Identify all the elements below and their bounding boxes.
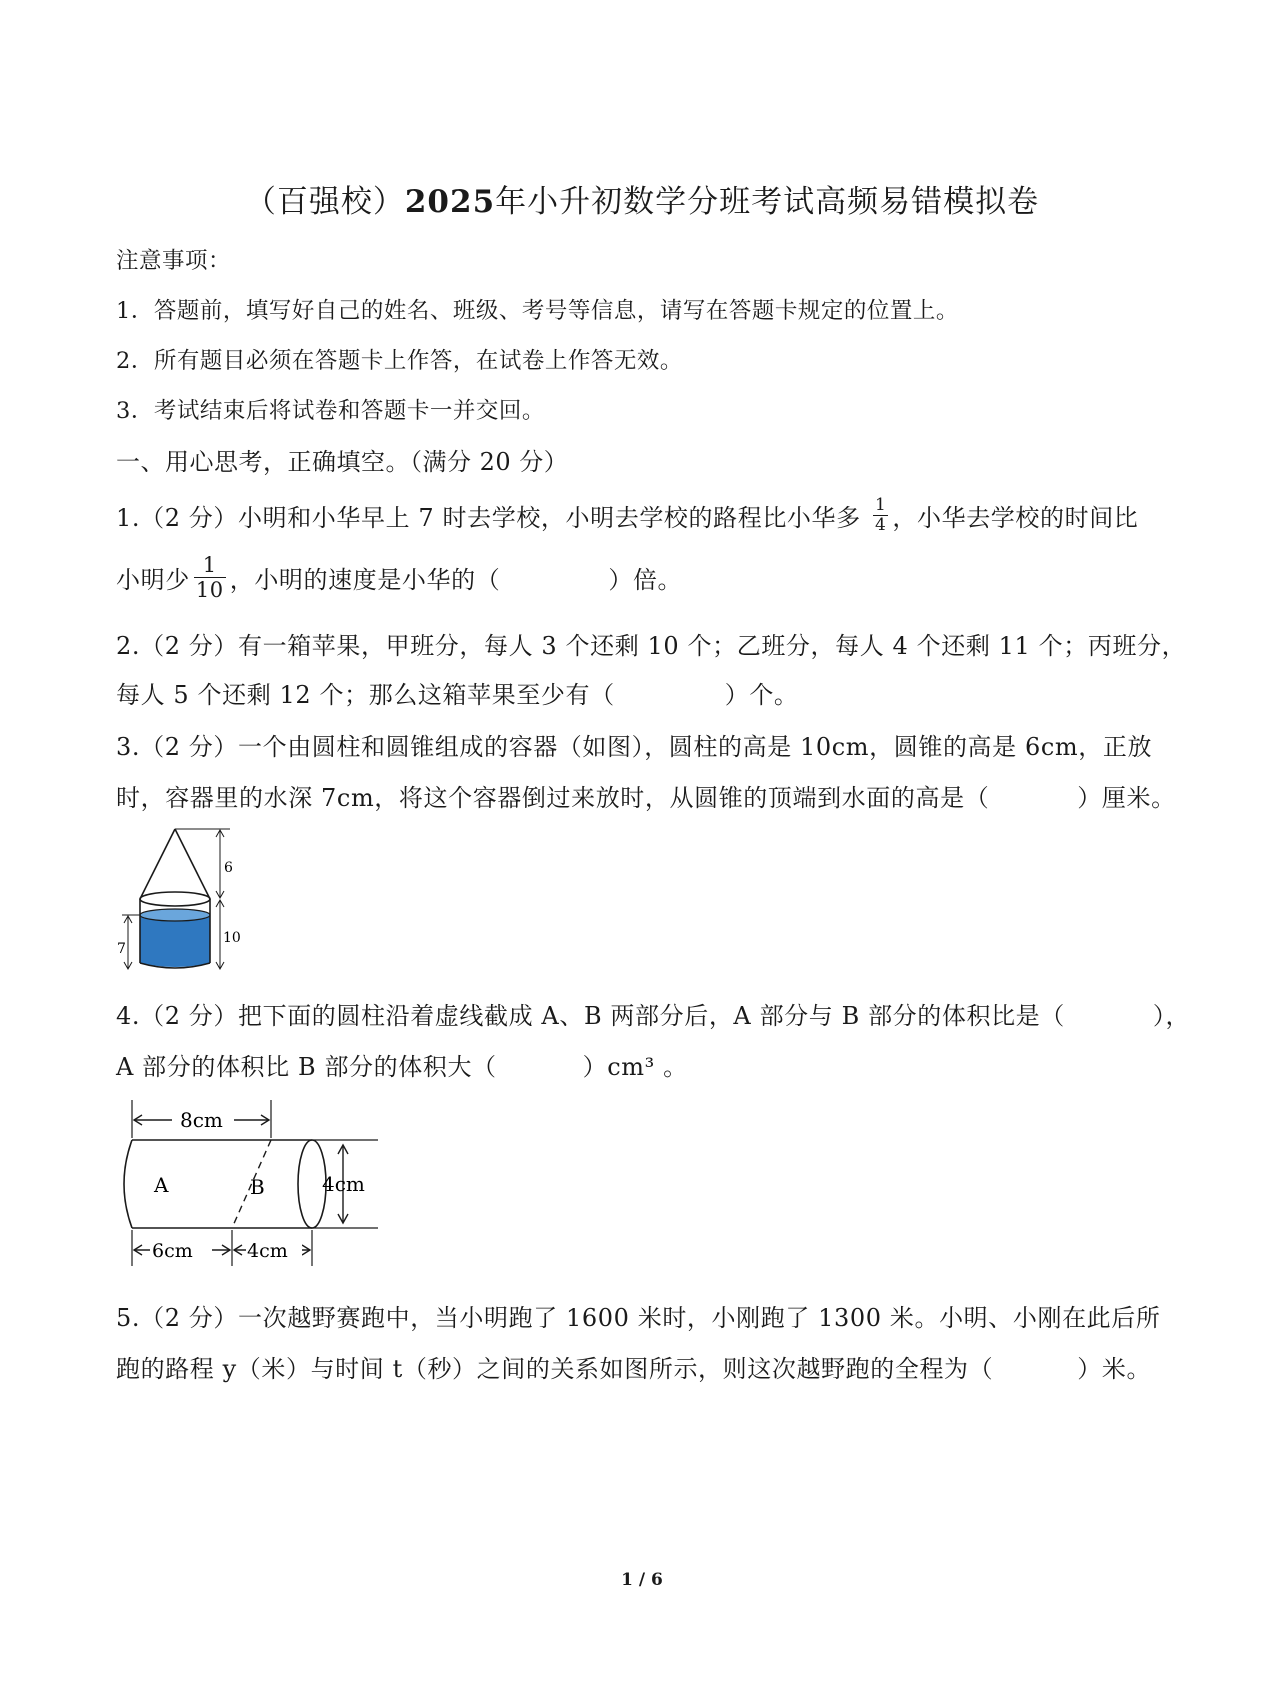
question-1-line-2 [116, 553, 683, 606]
question-5-line-2 [116, 1349, 1151, 1384]
q1-fraction-2 [194, 553, 226, 602]
q1-frac1-num: 1 [874, 495, 887, 515]
q4-text-b: ）， [1152, 1002, 1191, 1030]
cylinder-height-label: 10 [223, 930, 241, 946]
cylinder-left-end [124, 1140, 132, 1228]
water-fill [140, 915, 210, 967]
bottom-left-label: 6cm [152, 1240, 193, 1262]
top-dim-label: 8cm [180, 1108, 223, 1132]
question-1-line-1 [116, 495, 1139, 539]
cylinder-top-rim [140, 892, 210, 906]
question-2-line-1: 2.（2 分）有一箱苹果，甲班分，每人 3 个还剩 10 个；乙班分，每人 4 个还剩 11 个；丙班分， [116, 632, 1187, 660]
q1-text-b: ，小华去学校的时间比 [892, 504, 1139, 532]
q1-text-e: ）倍。 [608, 566, 683, 594]
bottom-right-label: 4cm [247, 1240, 288, 1262]
q1-frac1-den: 4 [874, 515, 887, 535]
title-prefix: （百强校） [244, 184, 405, 220]
page-number: 1 / 6 [621, 1570, 663, 1590]
q4-cylinder-figure [110, 1098, 410, 1273]
question-4-line-1 [116, 996, 1190, 1031]
note-item-3: 3．考试结束后将试卷和答题卡一并交回。 [116, 398, 545, 424]
q1-text-c: 小明少 [116, 566, 190, 594]
q1-frac2-den: 10 [195, 578, 224, 602]
section-1-heading: 一、用心思考，正确填空。（满分 20 分） [116, 448, 569, 476]
note-item-1: 1．答题前，填写好自己的姓名、班级、考号等信息，请写在答题卡规定的位置上。 [116, 298, 959, 324]
q3-text-a: 时，容器里的水深 7cm，将这个容器倒过来放时，从圆锥的顶端到水面的高是（ [116, 784, 990, 812]
q1-text-d: ，小明的速度是小华的（ [229, 566, 501, 594]
question-2-line-2 [116, 675, 799, 710]
diameter-label: 4cm [322, 1172, 365, 1196]
q4-text-a: 4.（2 分）把下面的圆柱沿着虚线截成 A、B 两部分后，A 部分与 B 部分的体积比是（ [116, 1002, 1065, 1030]
q3-text-b: ）厘米。 [1077, 784, 1176, 812]
q1-text-a: 1.（2 分）小明和小华早上 7 时去学校，小明去学校的路程比小华多 [116, 504, 861, 532]
question-5-line-1: 5.（2 分）一次越野赛跑中，当小明跑了 1600 米时，小刚跑了 1300 米。小明、小刚在此后所 [116, 1304, 1161, 1332]
q5-text-a: 跑的路程 y（米）与时间 t（秒）之间的关系如图所示，则这次越野跑的全程为（ [116, 1355, 994, 1383]
q1-fraction-1 [873, 496, 888, 535]
q5-text-b: ）米。 [1077, 1355, 1152, 1383]
notes-heading: 注意事项： [116, 248, 232, 274]
question-4-line-2 [116, 1047, 688, 1082]
q4-text-c: A 部分的体积比 B 部分的体积大（ [116, 1053, 497, 1081]
water-surface [140, 909, 210, 921]
question-3-line-2 [116, 778, 1176, 813]
note-item-2: 2．所有题目必须在答题卡上作答，在试卷上作答无效。 [116, 348, 683, 374]
page-title [0, 176, 1284, 221]
title-rest: 年小升初数学分班考试高频易错模拟卷 [495, 184, 1040, 220]
question-3-line-1: 3.（2 分）一个由圆柱和圆锥组成的容器（如图），圆柱的高是 10cm，圆锥的高是 6cm，正放 [116, 733, 1153, 761]
cone-height-label: 6 [224, 860, 233, 876]
q1-frac2-num: 1 [194, 553, 226, 578]
title-year: 2025 [404, 184, 496, 220]
q2-text-a: 每人 5 个还剩 12 个；那么这箱苹果至少有（ [116, 681, 615, 709]
part-b-label: B [250, 1175, 265, 1199]
part-a-label: A [154, 1173, 169, 1197]
cone-right-edge [175, 829, 210, 899]
water-depth-label: 7 [117, 941, 126, 957]
cone-left-edge [140, 829, 175, 899]
q2-text-b: ）个。 [724, 681, 799, 709]
q4-text-d: ）cm³ 。 [582, 1053, 688, 1081]
q3-container-figure [110, 825, 250, 975]
